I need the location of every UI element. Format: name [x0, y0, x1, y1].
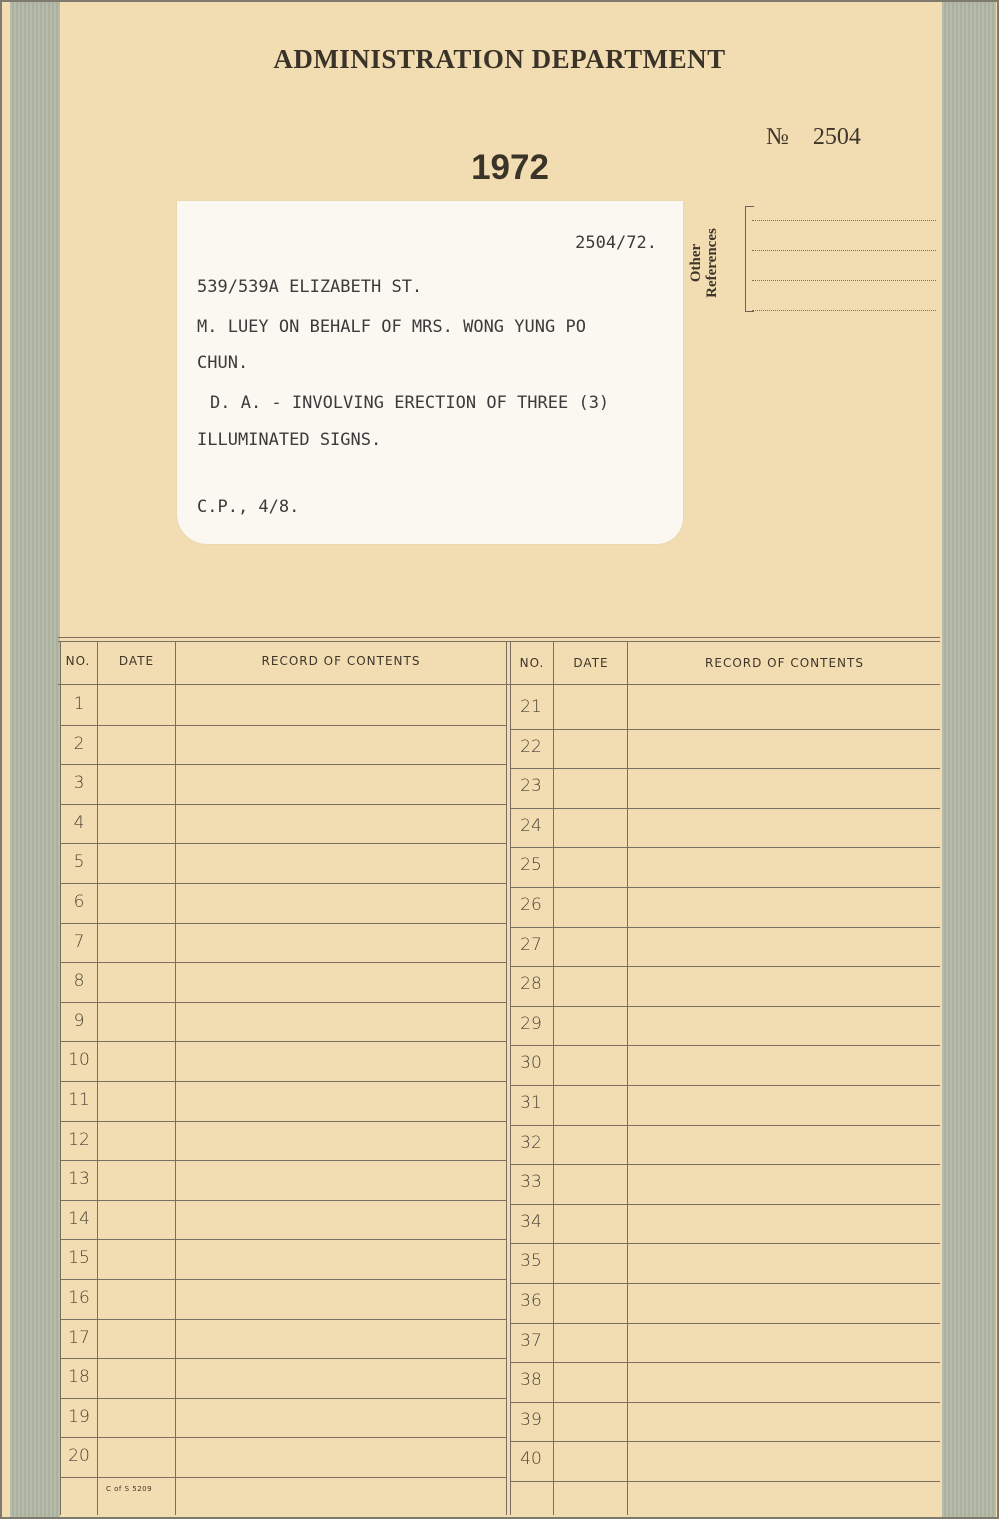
row-number-right: 32 — [520, 1133, 542, 1153]
row-number-left: 2 — [73, 734, 85, 754]
row-number-right: 26 — [520, 895, 542, 915]
row-number-left: 8 — [73, 971, 85, 991]
row-number-left: 3 — [73, 773, 85, 793]
row-rule — [60, 1279, 506, 1280]
row-rule — [60, 1121, 506, 1122]
row-number-right: 28 — [520, 974, 542, 994]
row-rule — [510, 887, 940, 888]
row-rule — [60, 923, 506, 924]
row-number-right: 34 — [520, 1212, 542, 1232]
header-record-left: RECORD OF CONTENTS — [261, 654, 421, 668]
row-rule — [510, 927, 940, 928]
row-rule — [510, 729, 940, 730]
row-number-right: 38 — [520, 1370, 542, 1390]
row-number-right: 33 — [520, 1172, 542, 1192]
print-code: C of S 5209 — [106, 1485, 153, 1493]
header-date-right: DATE — [573, 656, 609, 670]
row-rule — [60, 883, 506, 884]
row-rule — [60, 1200, 506, 1201]
header-record-right: RECORD OF CONTENTS — [705, 656, 864, 670]
row-rule — [60, 764, 506, 765]
row-number-left: 19 — [68, 1407, 90, 1427]
row-rule — [510, 1204, 940, 1205]
column-rule-date-col-left — [97, 641, 98, 1515]
row-number-right: 37 — [520, 1331, 542, 1351]
label-line-applicant-cont: CHUN. — [197, 353, 249, 373]
row-rule — [60, 1437, 506, 1438]
row-number-left: 4 — [73, 813, 85, 833]
row-rule — [510, 1243, 940, 1244]
row-rule — [60, 1358, 506, 1359]
row-number-right: 22 — [520, 737, 542, 757]
label-line-description: D. A. - INVOLVING ERECTION OF THREE (3) — [210, 393, 610, 413]
label-reference: 2504/72. — [575, 233, 657, 253]
row-rule — [510, 1006, 940, 1007]
row-number-left: 5 — [73, 852, 85, 872]
row-rule — [510, 768, 940, 769]
row-rule — [60, 1002, 506, 1003]
row-rule — [60, 804, 506, 805]
year: 1972 — [471, 148, 549, 187]
row-rule — [510, 1362, 940, 1363]
row-number-left: 15 — [68, 1248, 90, 1268]
row-number-left: 18 — [68, 1367, 90, 1387]
row-number-right: 31 — [520, 1093, 542, 1113]
row-number-right: 25 — [520, 855, 542, 875]
label-line-applicant: M. LUEY ON BEHALF OF MRS. WONG YUNG PO — [197, 317, 586, 337]
row-number-right: 23 — [520, 776, 542, 796]
row-number-right: 39 — [520, 1410, 542, 1430]
row-number-right: 35 — [520, 1251, 542, 1271]
row-rule — [510, 1441, 940, 1442]
column-rule-mid-divider — [510, 641, 511, 1515]
row-rule — [510, 1283, 940, 1284]
row-rule — [510, 1085, 940, 1086]
row-number-left: 17 — [68, 1328, 90, 1348]
column-rule-record-col-left — [175, 641, 176, 1515]
column-rule-mid-divider — [506, 641, 507, 1515]
row-number-right: 40 — [520, 1449, 542, 1469]
row-number-left: 13 — [68, 1169, 90, 1189]
row-rule — [60, 962, 506, 963]
header-date-left: DATE — [118, 654, 155, 668]
row-rule — [510, 808, 940, 809]
file-number-label: № — [766, 124, 789, 150]
department-title: ADMINISTRATION DEPARTMENT — [273, 44, 726, 74]
label-line-description-cont: ILLUMINATED SIGNS. — [197, 430, 382, 450]
table-top-rule — [58, 641, 940, 642]
row-number-right: 27 — [520, 935, 542, 955]
label-line-cp: C.P., 4/8. — [197, 497, 300, 517]
row-number-right: 21 — [520, 697, 542, 717]
row-rule — [60, 1160, 506, 1161]
row-rule — [60, 1319, 506, 1320]
row-number-left: 11 — [68, 1090, 90, 1110]
row-rule — [510, 847, 940, 848]
label-line-address: 539/539A ELIZABETH ST. — [197, 277, 423, 297]
row-number-left: 20 — [68, 1446, 90, 1466]
row-number-right: 30 — [520, 1053, 542, 1073]
row-rule — [510, 1481, 940, 1482]
row-rule — [60, 725, 506, 726]
row-rule — [60, 1398, 506, 1399]
table-header-rule — [58, 684, 940, 685]
row-number-right: 29 — [520, 1014, 542, 1034]
row-rule — [510, 1402, 940, 1403]
row-number-left: 14 — [68, 1209, 90, 1229]
row-rule — [510, 1045, 940, 1046]
row-number-left: 1 — [73, 694, 85, 714]
row-number-right: 24 — [520, 816, 542, 836]
row-rule — [60, 1041, 506, 1042]
column-rule-date-col-right — [553, 641, 554, 1515]
header-no-left: NO. — [65, 654, 91, 668]
row-rule — [60, 1081, 506, 1082]
row-number-left: 10 — [68, 1050, 90, 1070]
other-references-label: Other References — [688, 228, 720, 298]
row-number-left: 9 — [73, 1011, 85, 1031]
header-no-right: NO. — [519, 656, 545, 670]
column-rule-record-col-right — [627, 641, 628, 1515]
row-rule — [510, 1323, 940, 1324]
file-number-value: 2504 — [812, 124, 861, 150]
row-rule — [60, 1239, 506, 1240]
row-number-left: 16 — [68, 1288, 90, 1308]
row-number-left: 12 — [68, 1130, 90, 1150]
row-number-left: 6 — [73, 892, 85, 912]
row-number-right: 36 — [520, 1291, 542, 1311]
row-number-left: 7 — [73, 932, 85, 952]
table-top-rule — [58, 637, 940, 638]
row-rule — [510, 1125, 940, 1126]
row-rule — [510, 966, 940, 967]
row-rule — [60, 1477, 506, 1478]
row-rule — [60, 843, 506, 844]
row-rule — [510, 1164, 940, 1165]
